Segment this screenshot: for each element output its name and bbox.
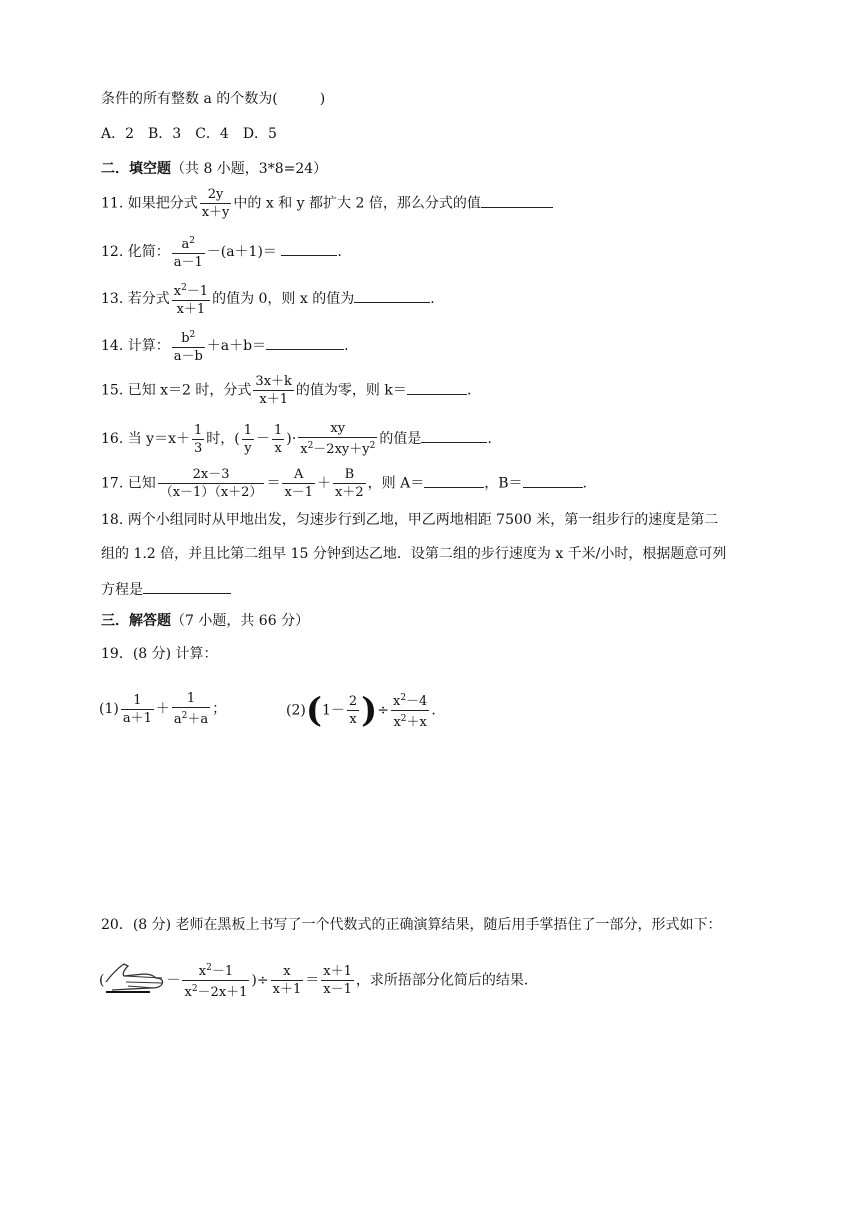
q11-fraction: [200, 186, 232, 221]
q16-frac-d: $\frac{xy}{x^2-2xy+y^2}$: [300, 421, 376, 457]
section2-title: 二．填空题: [101, 161, 171, 177]
q19-p2-open-paren: (: [305, 690, 322, 731]
q16-frac-b: $\frac{1}{y}$: [243, 422, 253, 456]
section3-heading: [101, 612, 309, 630]
q19-title: 19．(8 分) 计算：: [101, 646, 218, 662]
q15-num: 3x＋k: [255, 374, 292, 389]
q13-answer-blank: [354, 288, 430, 303]
question-12: 12. 化简： $\frac{a^2}{a-1}$ －(a＋1)＝ .: [101, 233, 342, 271]
q17-frac-main: $\frac{2x-3}{(x-1)(x+2)}$: [159, 467, 263, 500]
q13-post: 的值为 0，则 x 的值为: [212, 291, 355, 307]
question-13: 13. 若分式 $\frac{x^2-1}{x+1}$ 的值为 0，则 x 的值为 .: [101, 280, 435, 318]
section2-heading: [101, 160, 327, 178]
q18-line2: 组的 1.2 倍，并且比第二组早 15 分钟到达乙地．设第二组的步行速度为 x 千米/小时，根据题意可列: [101, 546, 727, 562]
q12-fraction: [172, 233, 205, 271]
question-11: [101, 186, 553, 221]
q11-answer-blank: [481, 193, 553, 208]
q17-frac-a: $\frac{A}{x-1}$: [284, 467, 314, 500]
q13-num: $x^2-1$: [173, 283, 209, 299]
q16-frac-a: $\frac{1}{3}$: [193, 422, 203, 456]
q19-p1-frac-a: $\frac{1}{a+1}$: [122, 692, 152, 726]
q17-blank-b: [523, 473, 583, 488]
q10-options: A．2 B．3 C．4 D．5: [101, 126, 277, 142]
q20-expression: ( － $\frac{x^2-1}{x^2-2x+1}$ )÷ $\frac{x}{x+1}$ ＝ $\frac{x+1}{x-1}$ ，求所捂部分化简后的结果．: [99, 958, 538, 1003]
q15-fraction: [253, 373, 293, 408]
q18-line3: 方程是: [101, 579, 231, 599]
q15-post: 的值为零，则 k＝: [295, 382, 407, 399]
q19-p2-frac-a: $\frac{2}{x}$: [348, 694, 358, 727]
hand-icon: [104, 958, 166, 1003]
section3-note: （7 小题，共 66 分）: [171, 613, 310, 629]
q20-line1: 20．(8 分) 老师在黑板上书写了一个代数式的正确演算结果，随后用手掌捂住了一部分，形式如下：: [101, 917, 722, 933]
q11-den: x＋y: [201, 205, 230, 220]
q19-p1-frac-b: $\frac{1}{a^2+a}$: [173, 691, 209, 727]
q15-answer-blank: [407, 380, 467, 395]
q16-frac-c: $\frac{1}{x}$: [274, 422, 283, 456]
q12-pre: 12. 化简：: [101, 244, 170, 260]
q14-answer-blank: [266, 335, 344, 350]
q13-pre: 13. 若分式: [101, 291, 170, 307]
q20-frac-c: $\frac{x+1}{x-1}$: [323, 964, 352, 997]
q19-p2-frac-b: $\frac{x^2-4}{x^2+x}$: [392, 693, 428, 730]
q12-post: －(a＋1)＝: [206, 244, 277, 260]
question-14: 14. 计算： $\frac{b^2}{a-b}$ ＋a＋b＝ .: [101, 327, 349, 365]
section2-note: （共 8 小题，3*8=24）: [171, 161, 328, 177]
q16-answer-blank: [421, 428, 487, 443]
q11-num: 2y: [207, 187, 224, 202]
q14-fraction: [172, 327, 205, 365]
q10-stem-tail: 条件的所有整数 a 的个数为( ): [101, 91, 326, 107]
q17-pre: 17. 已知: [101, 475, 156, 492]
q14-den: a－b: [173, 349, 203, 364]
section3-title: 三．解答题: [101, 613, 171, 629]
q16-pre: 16. 当 y＝x＋: [101, 431, 190, 447]
q14-num: $b^2$: [181, 330, 196, 346]
q12-answer-blank: [281, 241, 337, 256]
question-16: 16. 当 y＝x＋ $\frac{1}{3}$ 时，( $\frac{1}{y}$ － $\frac{1}{x}$ )· $\frac{xy}{x^2-2xy+y^2}$ 的值是 .: [101, 421, 492, 457]
q16-post: 的值是: [379, 431, 422, 447]
q13-fraction: [172, 280, 210, 318]
q18-line1: 18. 两个小组同时从甲地出发，匀速步行到乙地，甲乙两地相距 7500 米，第一组步行的速度是第二: [101, 512, 719, 528]
question-15: 15. 已知 x＝2 时，分式 $\frac{3x+k}{x+1}$ 的值为零，则 k＝ .: [101, 374, 472, 407]
question-17: 17. 已知 $\frac{2x-3}{(x-1)(x+2)}$ ＝ $\frac{A}{x-1}$ ＋ $\frac{B}{x+2}$ ，则 A＝ ，B＝ .: [101, 467, 587, 500]
q20-frac-b: $\frac{x}{x+1}$: [272, 964, 302, 997]
q19-part2: (2)(1－ $\frac{2}{x}$ )÷ $\frac{x^2-4}{x^2+x}$ .: [286, 690, 436, 731]
q19-p2-close-paren: ): [361, 690, 378, 731]
q12-den: a－1: [173, 255, 203, 270]
q11-pre: 11. 如果把分式: [101, 195, 198, 212]
q11-post: 中的 x 和 y 都扩大 2 倍，那么分式的值: [233, 195, 481, 212]
q14-pre: 14. 计算：: [101, 338, 170, 354]
q15-pre: 15. 已知 x＝2 时，分式: [101, 382, 252, 399]
q13-den: x＋1: [172, 300, 210, 318]
q18-answer-blank: [143, 579, 231, 594]
q16-mid: 时，(: [206, 431, 240, 447]
q14-post: ＋a＋b＝: [206, 338, 267, 354]
q20-frac-a: $\frac{x^2-1}{x^2-2x+1}$: [184, 963, 248, 1000]
q17-post: ，则 A＝: [367, 475, 425, 492]
q17-frac-b: $\frac{B}{x+2}$: [335, 467, 364, 500]
q15-den: x＋1: [253, 390, 293, 408]
q12-num: $a^2$: [181, 236, 195, 252]
q17-blank-a: [424, 473, 484, 488]
q20-post: ，求所捂部分化简后的结果．: [355, 972, 538, 989]
q19-part1: (1) $\frac{1}{a+1}$ ＋ $\frac{1}{a^2+a}$ ；: [99, 691, 227, 727]
